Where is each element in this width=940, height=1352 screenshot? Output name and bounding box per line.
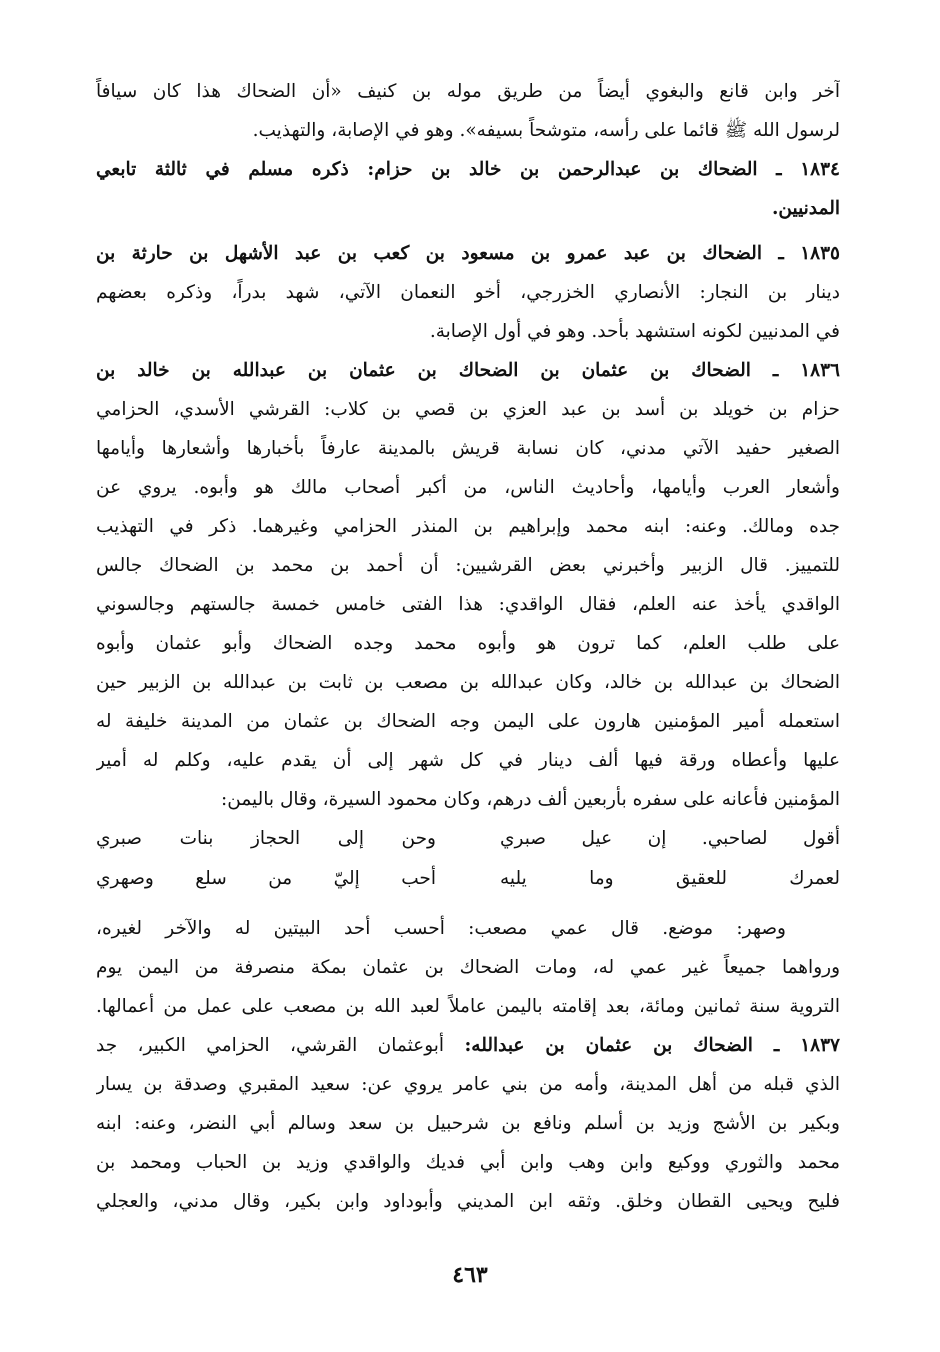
text-block-upper xyxy=(96,72,840,819)
text-line: الواقدي يأخذ عنه العلم، فقال الواقدي: هذا الفتى خامس خمسة جالستهم وجالسوني xyxy=(96,594,840,615)
entry-text: أبوعثمان القرشي، الحزامي الكبير، جد xyxy=(96,1035,465,1056)
poem-verses xyxy=(96,819,840,899)
text-line: عليها وأعطاه ورقة فيها ألف دينار في كل شهر إلى أن يقدم عليه، وكلم له أمير xyxy=(96,750,840,771)
text-line: لرسول الله ﷺ قائما على رأسه، متوشحاً بسيفه». وهو في الإصابة، والتهذيب. xyxy=(252,120,840,141)
text-line: الذي قبله من أهل المدينة، وأمه من بني عامر يروي عن: سعيد المقبري وصدقة بن يسار xyxy=(96,1074,840,1095)
text-line: حزام بن خويلد بن أسد بن عبد العزي بن قصي بن كلاب: القرشي الأسدي، الحزامي xyxy=(96,399,840,420)
entry-heading: ١٨٣٧ ـ الضحاك بن عثمان بن عبدالله: xyxy=(464,1035,840,1056)
text-line: ١٨٣٦ ـ الضحاك بن عثمان بن الضحاك بن عثمان بن عبدالله بن خالد بن xyxy=(96,360,840,381)
text-line: الصغير حفيد الآتي مدني، كان نسابة قريش بالمدينة عارفاً بأخبارها وأشعارها وأيامها xyxy=(96,438,840,459)
verse-line xyxy=(96,859,840,899)
text-line: وأشعار العرب وأيامها، وأحاديث الناس، من أكبر أصحاب مالك هو وأبوه. يروي عن xyxy=(96,477,840,498)
verse-first-hemistich: لعمرك للعقيق وما يليه xyxy=(500,868,840,889)
text-line: ١٨٣٤ ـ الضحاك بن عبدالرحمن بن خالد بن حزام: ذكره مسلم في ثالثة تابعي xyxy=(96,159,840,180)
text-line: وبكير بن الأشج وزيد بن أسلم ونافع بن شرحبيل بن سعد وسالم أبي النضر، وعنه: ابنه xyxy=(96,1113,840,1134)
text-line: في المدنيين لكونه استشهد بأحد. وهو في أول الإصابة. xyxy=(429,321,840,342)
text-line: التروية سنة ثمانين ومائة، بعد إقامته باليمن عاملاً لعبد الله بن مصعب على عمل من أعمالها. xyxy=(96,996,840,1017)
text-line: الضحاك بن عبدالله بن خالد، وكان عبدالله بن مصعب بن ثابت بن عبدالله بن الزبير حين xyxy=(96,672,840,693)
text-line: ١٨٣٥ ـ الضحاك بن عبد عمرو بن مسعود بن كعب بن عبد الأشهل بن حارثة بن xyxy=(96,243,840,264)
text-line: ورواهما جميعاً غير عمي له، ومات الضحاك بن عثمان بمكة منصرفة من اليمن يوم xyxy=(96,957,840,978)
text-line: دينار بن النجار: الأنصاري الخزرجي، أخو النعمان الآتي، شهد بدراً، وذكره بعضهم xyxy=(96,282,840,303)
text-line: فليح ويحيى القطان وخلق. وثقه ابن المديني وأبوداود وابن بكير، وقال مدني، والعجلي xyxy=(96,1191,840,1212)
text-line: آخر وابن قانع والبغوي أيضاً من طريق موله بن كنيف «أن الضحاك هذا كان سيافاً xyxy=(96,81,840,102)
verse-second-hemistich: وحن إلى الحجاز بنات صبري xyxy=(96,828,436,849)
page-number: ٤٦٣ xyxy=(452,1262,488,1288)
verse-line xyxy=(96,819,840,859)
text-line: المدنيين. xyxy=(771,198,840,219)
verse-first-hemistich: أقول لصاحبي. إن عيل صبري xyxy=(500,828,840,849)
text-line: المؤمنين فأعانه على سفره بأربعين ألف درهم، وكان محمود السيرة، وقال باليمن: xyxy=(221,789,840,810)
text-line xyxy=(96,1026,840,1065)
text-line: استعمله أمير المؤمنين هارون على اليمن وجه الضحاك بن عثمان من المدينة خليفة له xyxy=(96,711,840,732)
text-line: للتمييز. قال الزبير وأخبرني بعض القرشيين: أن أحمد بن محمد بن الضحاك جالس xyxy=(96,555,840,576)
text-line: جده ومالك. وعنه: ابنه محمد وإبراهيم بن المنذر الحزامي وغيرهما. ذكر في التهذيب xyxy=(96,516,840,537)
text-line: وصهر: موضع. قال عمي مصعب: أحسب أحد البيتين له والآخر لغيره، xyxy=(96,918,786,939)
text-line: محمد والثوري ووكيع وابن وهب وابن أبي فديك والواقدي وزيد بن الحباب ومحمد بن xyxy=(96,1152,840,1173)
text-block-lower xyxy=(96,909,840,1221)
text-line: على طلب العلم، كما ترون هو وأبوه محمد وجده الضحاك وأبو عثمان وأبوه xyxy=(96,633,840,654)
verse-second-hemistich: أحب إليّ من سلع وصهري xyxy=(96,868,436,889)
